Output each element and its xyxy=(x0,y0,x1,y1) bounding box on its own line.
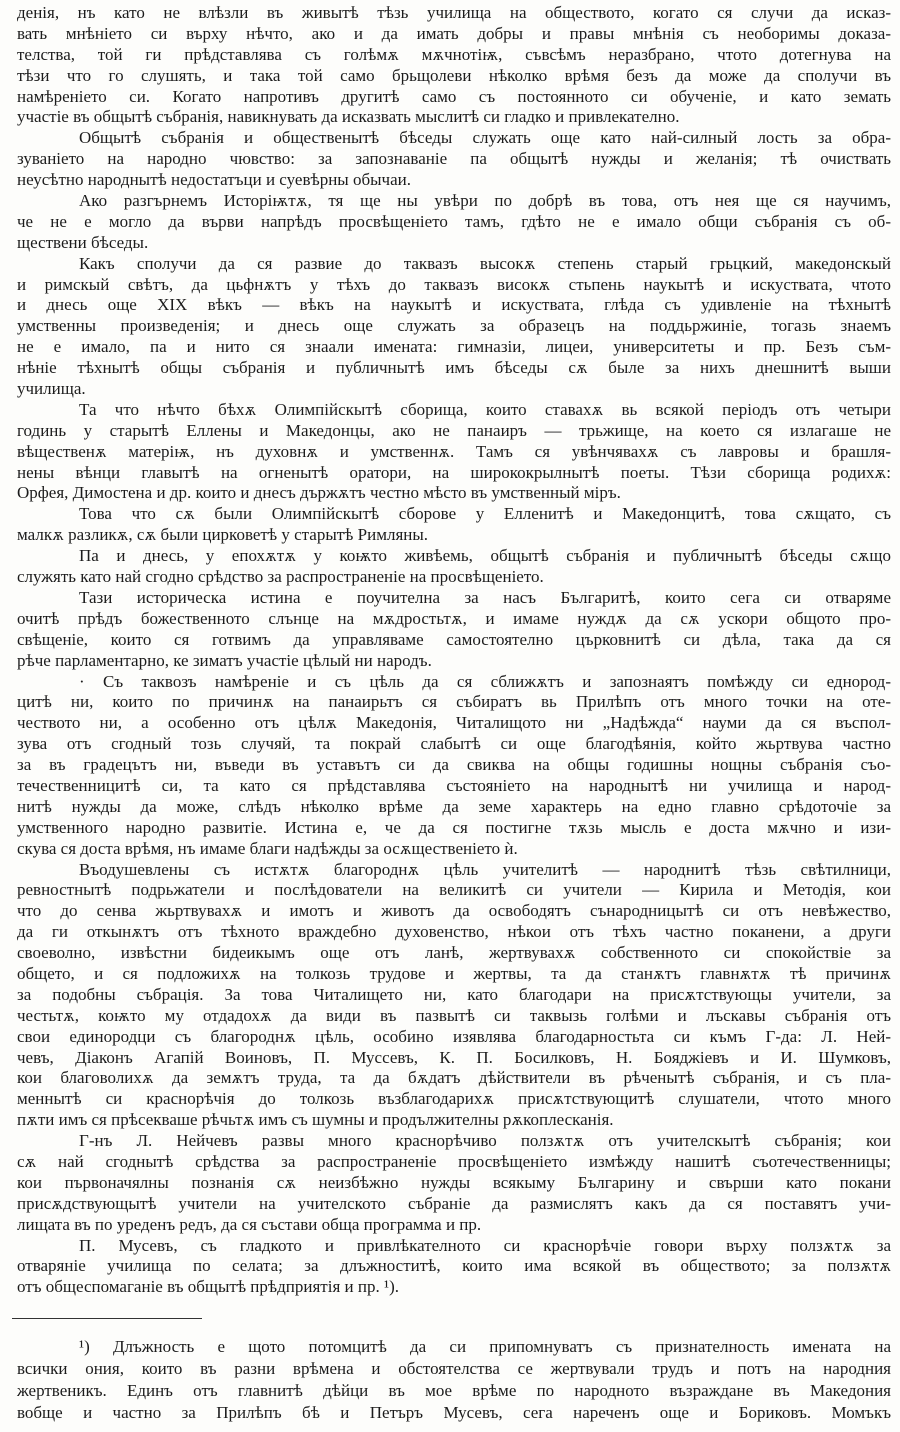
footnote-line: жертвеникъ. Единъ отъ главнитѣ дѣйци въ мое врѣме по народното възраждане въ Македония xyxy=(17,1381,891,1400)
text-line: за подобны събрація. За това Читалището ни, като благодари на присѫтствующы учители, за xyxy=(17,984,891,1004)
text-line: нѣніе тѣхнытѣ общы събранія и публичнытѣ имъ бѣседы сѫ быле за нихъ днешнитѣ выши xyxy=(17,358,891,378)
text-line: отваряніе училища по селата; за длъжноститѣ, които има всякой въ обществото; за ползѫтѫ xyxy=(17,1256,891,1276)
text-line: денія, нъ като не влѣзли въ живытѣ тѣзь училища на обществото, когато ся случи да исказ- xyxy=(17,3,891,22)
text-line: Па и днесь, у епохѫтѫ у коѭто живѣемь, общытѣ събранія и публичнытѣ бѣседы сѫщо xyxy=(79,546,891,566)
footnote-line: вобще и частно за Прилѣпъ бѣ и Петъръ Мусевъ, сега нареченъ още и Бориковъ. Момъкъ xyxy=(17,1403,891,1422)
text-line: Общытѣ събранія и общественытѣ бѣседы служать още като най-силный лость за обра- xyxy=(79,128,891,148)
footnote-separator xyxy=(12,1318,202,1319)
text-line: присѫдствующытѣ учители на учителското събраніе да размислятъ какъ да ся поставятъ учи- xyxy=(17,1193,891,1213)
text-line: Това что сѫ были Олимпійскытѣ сборове у Елленитѣ и Македонцитѣ, това сѫщато, съ xyxy=(79,504,891,524)
text-line: че не е могло да върви напрѣдъ просвѣщеніето тамъ, гдѣто не е имало общи събранія съ об- xyxy=(17,211,891,231)
text-line: скува ся доста врѣмя, нъ имаме благи надѣжды за осѫщественіето ѝ. xyxy=(17,838,518,858)
text-line: вѣщественѫ матеріѭ, нъ духовнѫ и умственнѫ. Тамъ ся увѣнчявахѫ съ лавровы и брашля- xyxy=(17,441,891,461)
paragraph xyxy=(17,128,891,191)
text-line: отъ общеспомаганіе въ общытѣ прѣдприятія и пр. ¹). xyxy=(17,1277,399,1297)
text-line: участіе въ общытѣ събранія, навикнувать да исказвать мыслитѣ си гладко и привлекателно. xyxy=(17,107,680,127)
text-line: лищата въ по уреденъ редъ, да ся състави обща программа и пр. xyxy=(17,1214,482,1234)
text-line: Въодушевлены съ истѫтѫ благороднѫ цѣль учителитѣ — народнитѣ тѣзь свѣтилници, xyxy=(79,859,891,879)
text-line: чевъ, Діаконъ Агапій Воиновъ, П. Муссевъ, К. П. Босилковъ, Н. Бояджіевъ и И. Шумковъ, xyxy=(17,1047,891,1067)
text-line: малкѫ разликѫ, сѫ были цирковетѣ у старытѣ Римляны. xyxy=(17,525,429,545)
text-line: кои благоволихѫ да земѫтъ труда, та да бѫдатъ дѣйствители въ рѣченытѣ събранія, и съ пла- xyxy=(17,1068,891,1088)
text-line: умственны произведенія; и днесь още служать за образецъ на поддьржиніе, тогазь знаемъ xyxy=(17,316,891,336)
footnote-line: ¹) Длъжность е щото потомцитѣ да си припомнуватъ съ признателность имената на xyxy=(79,1337,891,1356)
text-line: намѣреніето си. Когато напротивъ другитѣ само съ постоянното си обученіе, и като земать xyxy=(17,86,891,106)
text-line: Ако разгърнемъ Исторіѭтѫ, тя ще ны увѣри по добрѣ въ това, отъ нея ще ся научимъ, xyxy=(79,191,891,211)
text-line: и днесь още XIX вѣкъ — вѣкъ на наукытѣ и искуствата, глѣда съ удивленіе на тѣхнытѣ xyxy=(17,295,891,315)
main-text xyxy=(17,3,891,1298)
paragraph xyxy=(17,588,891,672)
text-line: годинь у старытѣ Еллены и Македонцы, ако не панаиръ — трьжище, на което ся излагаше не xyxy=(17,420,891,440)
text-line: неусѣтно народнытѣ недостатъци и суевѣрны обычаи. xyxy=(17,170,411,190)
text-line: зува отъ сгодный тозь случяй, та покрай слабытѣ си още благодѣянія, който жьртвува частно xyxy=(17,734,891,754)
text-line: умственного народно развитіе. Истина е, че да ся постигне тѫзь мысль е доста мѫчно и изи- xyxy=(17,817,891,837)
text-line: и римскый свѣтъ, да цьфнѫтъ у тѣхъ до таквазъ високѫ стьпень наукытѣ и искуствата, чтото xyxy=(17,274,891,294)
paragraph xyxy=(17,1131,891,1235)
paragraph xyxy=(17,254,891,400)
text-line: очитѣ прѣдъ божественното слънце на мѫдростьтѫ, и имаме нуждѫ да сѫ ускори общото про- xyxy=(17,608,891,628)
paragraph xyxy=(17,504,891,546)
paragraph xyxy=(17,860,891,1132)
footnote-line: всички ония, които въ разни врѣмена и обстоятелства се жертвували трудъ и потъ на народния xyxy=(17,1359,891,1378)
paragraph xyxy=(17,3,891,128)
text-line: меннытѣ си краснорѣчія до толкозь възблагодарихѫ присѫтствующитѣ слушатели, чтото много xyxy=(17,1089,891,1109)
text-line: П. Мусевъ, съ гладкото и привлѣкателното си краснорѣчіе говори върху ползѫтѫ за xyxy=(79,1235,891,1255)
text-line: ревностнытѣ подрьжатели и послѣдователи на великитѣ си учители — Кирила и Методія, кои xyxy=(17,880,891,900)
text-line: течественницитѣ си, та като ся прѣдставлява състоянiето на народнытѣ ни училища и народ- xyxy=(17,775,891,795)
text-line: Орфея, Димостена и др. които и днесъ държѫтъ честно мѣсто въ умственный міръ. xyxy=(17,483,621,503)
text-line: рѣче парламентарно, ке зиматъ участіе цѣлый ни народъ. xyxy=(17,650,432,670)
paragraph xyxy=(17,672,891,860)
text-line: цитѣ ни, които по причинѫ на панаирьтъ ся събиратъ вь Прилѣпъ отъ много точки на оте- xyxy=(17,692,891,712)
text-line: Г-нъ Л. Нейчевъ развы много краснорѣчиво ползѫтѫ отъ учителскытѣ събранія; кои xyxy=(79,1131,891,1151)
text-line: чеството ни, а особенно отъ цѣлѫ Македонія, Читалищото ни „Надѣжда“ науми да ся въспол- xyxy=(17,713,891,733)
text-line: пѫти имъ ся прѣсекваше рѣчьтѫ имъ съ шумны и продължителны рѫкоплесканія. xyxy=(17,1110,614,1130)
text-line: Та что нѣчто бѣхѫ Олимпійскытѣ сборища, които ставахѫ вь всякой періодъ отъ четыри xyxy=(79,399,891,419)
text-line: да ги откынѫтъ отъ тѣхното враждебно духовенство, нѣкои отъ тѣхъ частно поканени, а други xyxy=(17,922,891,942)
text-line: тѣзи что го слушять, и така той само брьщолеви нѣколко врѣмя безъ да може да сполучи въ xyxy=(17,65,891,85)
text-line: · Съ таквозъ намѣреніе и съ цѣль да ся сближѫтъ и запознаятъ помѣжду си еднород- xyxy=(79,671,891,691)
text-line: нитѣ нужды да може, слѣдъ нѣколко врѣме да земе характерь на едно главно срѣдоточіе за xyxy=(17,796,891,816)
text-line: своеволно, извѣстни бидеикымъ още отъ ланѣ, жертвувахѫ собственното си спокойствіе за xyxy=(17,943,891,963)
paragraph xyxy=(17,1236,891,1299)
text-line: общето, и ся подложихѫ на толкозь трудове и жертвы, та да станѫтъ главнѫтѫ тѣ причинѫ xyxy=(17,963,891,983)
text-line: зуваніето на народно чювство: за запознаваніе па общытѣ нужды и желанія; тѣ очиствать xyxy=(17,149,891,169)
text-line: сѫ най сгоднытѣ срѣдства за распространеніе просвѣщеніето измѣжду нашитѣ съотечественницы; xyxy=(17,1151,891,1171)
text-line: Тази историческа истина е поучителна за насъ Българитѣ, които сега си отваряме xyxy=(79,587,891,607)
text-line: за въ градецътъ ни, въведи въ уставътъ си да свиква на общы годишны нощны събранія съо- xyxy=(17,755,891,775)
text-line: ществени бѣседы. xyxy=(17,232,149,252)
text-line: вать мнѣніето си върху нѣчто, ако и да имать добры и правы мнѣнія съ необоримы доказа- xyxy=(17,23,891,43)
text-line: Какъ сполучи да ся развие до таквазъ высокѫ степень старый грьцкий, македонскый xyxy=(79,253,891,273)
text-line: училища. xyxy=(17,379,86,399)
text-line: телства, той ги прѣдставлява съ голѣмѫ мѫчнотіѭ, съвсѣмъ неразбрано, чтото дотегнува на xyxy=(17,44,891,64)
text-line: не е имало, па и нито ся знаали имената: гимназіи, лицеи, университеты и пр. Безъ съм- xyxy=(17,337,891,357)
text-line: свѣщеніе, които ся готвимъ да управляваме самостоятелно църковнитѣ си дѣла, така да ся xyxy=(17,629,891,649)
text-line: нены вѣнци главытѣ на огненытѣ оратори, на ширококрылнытѣ поеты. Тѣзи сборища родихѫ: xyxy=(17,462,891,482)
footnote xyxy=(17,1336,891,1424)
paragraph xyxy=(17,191,891,254)
paragraph xyxy=(17,400,891,504)
text-line: честьтѫ, коѭто му отдадохѫ да види въ пазвытѣ си таквызь голѣми и лъскавы събранія отъ xyxy=(17,1005,891,1025)
text-line: свои единородци съ благороднѫ цѣль, особино изявлява благодарностьта си къмъ Г-да: Л. Ней- xyxy=(17,1026,891,1046)
text-line: служять като най сгодно срѣдство за распространеніе на просвѣщеніето. xyxy=(17,567,544,587)
paragraph xyxy=(17,546,891,588)
text-line: кои първоначялны познанія сѫ неизбѣжно нужды всякыму Българину и свърши като покани xyxy=(17,1172,891,1192)
text-line: что до сенва жьртвувахѫ и имотъ и животъ да освободятъ сънародницытѣ си отъ невѣжество, xyxy=(17,901,891,921)
